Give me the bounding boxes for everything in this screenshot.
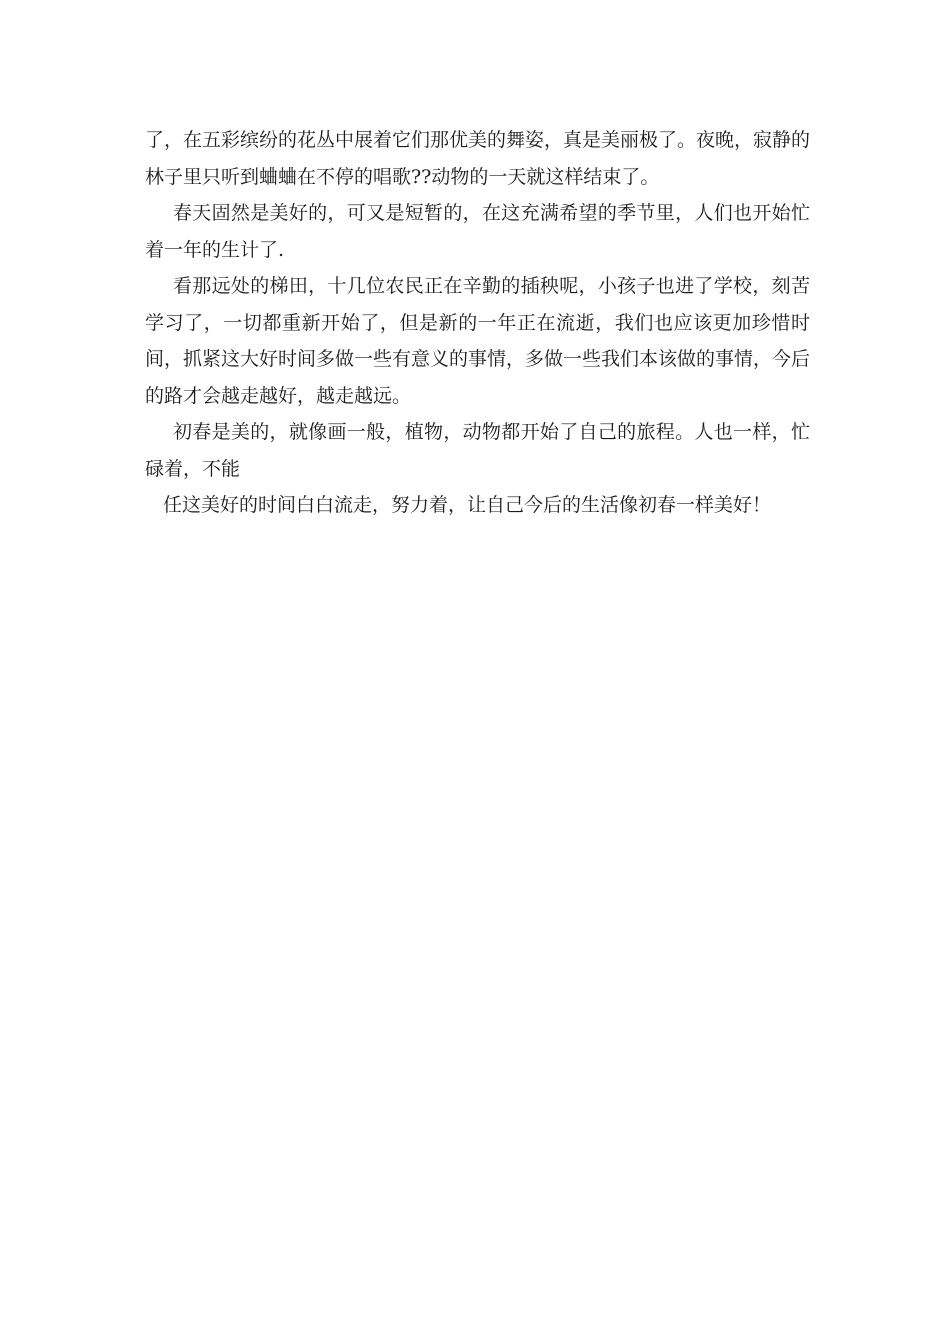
paragraph-5: 任这美好的时间白白流走，努力着，让自己今后的生活像初春一样美好！ xyxy=(163,494,772,516)
document-body xyxy=(145,122,810,524)
paragraph-1: 了，在五彩缤纷的花丛中展着它们那优美的舞姿，真是美丽极了。夜晚，寂静的林子里只听到蛐蛐在不停的唱歌??动物的一天就这样结束了。 xyxy=(145,129,811,188)
paragraph-4: 初春是美的，就像画一般，植物，动物都开始了自己的旅程。人也一样，忙碌着，不能 xyxy=(145,421,810,480)
paragraph-2: 春天固然是美好的，可又是短暂的，在这充满希望的季节里，人们也开始忙着一年的生计了. xyxy=(145,202,810,261)
paragraph-3: 看那远处的梯田，十几位农民正在辛勤的插秧呢，小孩子也进了学校，刻苦学习了，一切都重新开始了，但是新的一年正在流逝，我们也应该更加珍惜时间，抓紧这大好时间多做一些有意义的事情，多做一些我们本该做的事情，今后的路才会越走越好，越走越远。 xyxy=(145,275,811,407)
